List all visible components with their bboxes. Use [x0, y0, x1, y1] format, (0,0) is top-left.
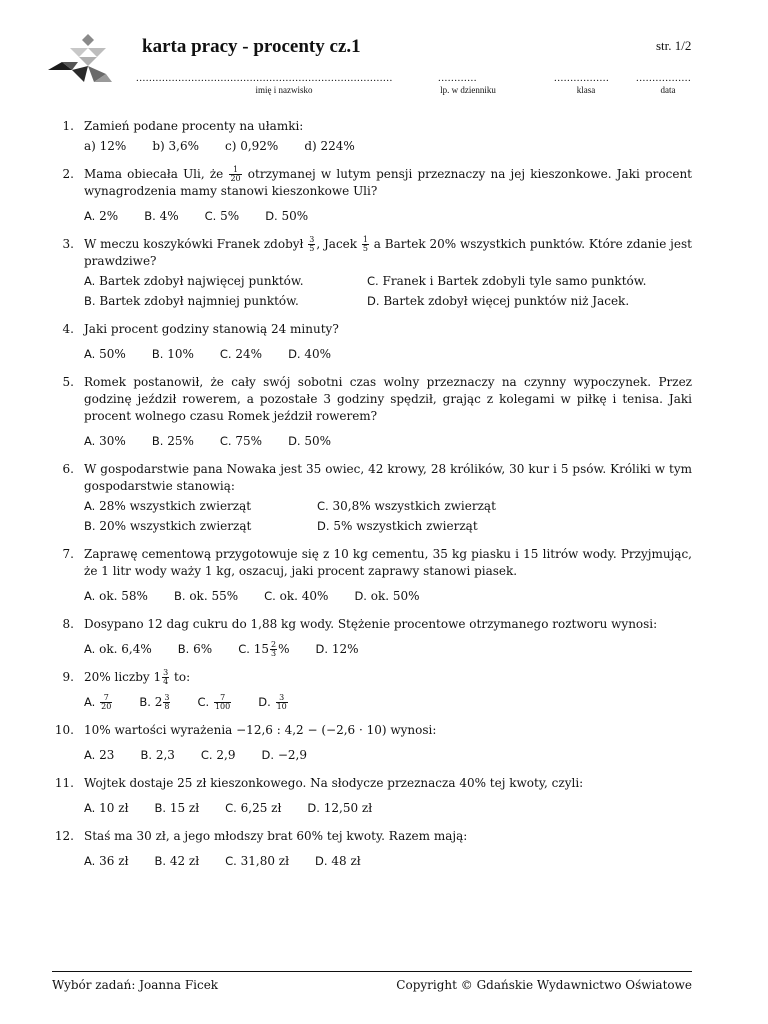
register-number-label: lp. w dzienniku	[440, 85, 496, 95]
question-text: Staś ma 30 zł, a jego młodszy brat 60% tej kwoty. Razem mają:	[84, 829, 468, 843]
question-text-part: W meczu koszykówki Franek zdobył	[84, 237, 304, 251]
option-value: 40%	[304, 347, 332, 361]
option-value: 10%	[167, 347, 194, 361]
question-text-part: to:	[174, 670, 191, 684]
option-value: 36 zł	[99, 854, 129, 868]
footer-divider	[52, 971, 692, 972]
option-letter: D.	[354, 589, 367, 603]
option-letter: B.	[144, 209, 156, 223]
question-number: 4.	[62, 322, 74, 336]
option-letter: D.	[315, 642, 329, 656]
option-letter: C.	[317, 499, 329, 513]
option-value: 25%	[167, 434, 194, 448]
question-text: W gospodarstwie pana Nowaka jest 35 owiec, 42 krowy, 28 królików, 30 kur i 5 psów. Króliki w tym gospodarstwie stanowią:	[84, 462, 692, 493]
denominator: 20	[101, 702, 112, 711]
fraction	[162, 669, 169, 686]
option-value: 6%	[193, 642, 213, 656]
date-field-label: data	[660, 85, 676, 95]
option-value: 2	[154, 695, 163, 709]
footer-author: Wybór zadań: Joanna Ficek	[52, 978, 219, 992]
question-8	[52, 616, 692, 658]
question-text	[84, 236, 692, 270]
answer-option: a) 12%	[84, 139, 127, 153]
name-field-line: ...............................................................................	[136, 72, 393, 84]
question-text-part: 20% liczby 1	[84, 670, 162, 684]
answer-option: d) 224%	[304, 139, 355, 153]
numerator: 7	[100, 694, 112, 703]
question-text-part: , Jacek	[316, 237, 358, 251]
option-value: 2,3	[155, 748, 175, 762]
answer-option: c) 0,92%	[225, 139, 279, 153]
question-12	[52, 828, 692, 870]
question-number: 10.	[54, 723, 74, 737]
option-value: 15	[253, 642, 269, 656]
option-letter: A.	[84, 274, 96, 288]
question-text: Zaprawę cementową przygotowuje się z 10 kg cementu, 35 kg piasku i 15 litrów wody. Przyjmując, że 1 litr wody waży 1 kg, oszacuj, jaki procent zaprawy stanowi piasek.	[84, 547, 692, 578]
option-value: 42 zł	[169, 854, 200, 868]
option-value: 50%	[304, 434, 332, 448]
class-field-line: .................	[554, 72, 610, 84]
option-value: 48 zł	[331, 854, 361, 868]
option-letter: D.	[317, 519, 330, 533]
option-letter: D.	[288, 434, 301, 448]
option-letter: C.	[264, 589, 276, 603]
option-letter: A.	[84, 347, 96, 361]
option-value: 2,9	[216, 748, 236, 762]
denominator: 100	[214, 702, 231, 711]
option-letter: D.	[261, 748, 275, 762]
option-letter: B.	[151, 434, 164, 448]
denominator: 3	[271, 649, 277, 658]
option-letter: A.	[84, 854, 96, 868]
numerator: 3	[309, 235, 315, 244]
date-field-line: .................	[636, 72, 692, 84]
option-letter: C.	[204, 209, 217, 223]
question-7	[52, 546, 692, 605]
option-letter: B.	[154, 854, 166, 868]
option-value: 12,50 zł	[323, 801, 373, 815]
option-value: Bartek zdobył najmniej punktów.	[99, 294, 299, 308]
option-value: Bartek zdobył najwięcej punktów.	[99, 274, 304, 288]
option-letter: A.	[84, 642, 96, 656]
option-letter: A.	[84, 695, 96, 709]
question-number: 3.	[62, 237, 74, 251]
question-number: 5.	[62, 375, 74, 389]
register-number-field[interactable]	[438, 72, 498, 95]
numerator: 7	[214, 694, 231, 703]
option-letter: B.	[173, 589, 186, 603]
numerator: 1	[362, 235, 368, 244]
question-9	[52, 669, 692, 711]
fraction	[163, 694, 170, 711]
option-letter: D.	[315, 854, 328, 868]
answer-option: b) 3,6%	[152, 139, 199, 153]
fraction	[362, 236, 369, 253]
option-value: Franek i Bartek zdobyli tyle samo punktów.	[382, 274, 647, 288]
denominator: 4	[163, 677, 169, 686]
option-value: Bartek zdobył więcej punktów niż Jacek.	[383, 294, 630, 308]
question-1	[52, 118, 692, 155]
question-list	[52, 118, 692, 881]
numerator: 2	[271, 640, 277, 649]
option-letter: D.	[367, 294, 380, 308]
option-value: 5% wszystkich zwierząt	[333, 519, 478, 533]
date-field[interactable]	[636, 72, 700, 95]
option-letter: C.	[219, 434, 232, 448]
option-letter: B.	[84, 519, 96, 533]
option-letter: C.	[197, 695, 210, 709]
option-value: ok. 6,4%	[99, 642, 152, 656]
fraction	[276, 694, 288, 711]
option-value: 10 zł	[99, 801, 129, 815]
option-letter: B.	[154, 801, 166, 815]
question-11	[52, 775, 692, 817]
option-value: 50%	[99, 347, 126, 361]
question-number: 12.	[54, 829, 74, 843]
denominator: 5	[309, 244, 315, 253]
denominator: 5	[362, 244, 368, 253]
option-letter: D.	[258, 695, 271, 709]
option-letter: B.	[140, 748, 152, 762]
option-letter: D.	[307, 801, 320, 815]
question-text	[84, 166, 692, 200]
page-number: str. 1/2	[656, 38, 692, 53]
question-number: 9.	[62, 670, 74, 684]
option-value: 30%	[99, 434, 126, 448]
option-value: ok. 58%	[99, 589, 148, 603]
question-text: Jaki procent godziny stanowią 24 minuty?	[84, 322, 339, 336]
question-text: Dosypano 12 dag cukru do 1,88 kg wody. Stężenie procentowe otrzymanego roztworu wynosi:	[84, 617, 658, 631]
option-value: 23	[99, 748, 115, 762]
question-4	[52, 321, 692, 363]
option-letter: C.	[225, 801, 237, 815]
numerator: 1	[229, 166, 241, 175]
question-text-part: a Bartek 20% wszystkich punktów. Które zdanie jest prawdziwe?	[84, 237, 692, 268]
option-letter: A.	[84, 801, 96, 815]
option-value: 30,8% wszystkich zwierząt	[332, 499, 496, 513]
question-number: 11.	[54, 776, 74, 790]
denominator: 20	[230, 174, 241, 183]
question-6	[52, 461, 692, 535]
option-letter: C.	[367, 274, 379, 288]
register-number-line: ............	[438, 72, 477, 84]
option-letter: A.	[84, 434, 96, 448]
question-text: Zamień podane procenty na ułamki:	[84, 119, 304, 133]
option-letter: A.	[84, 748, 96, 762]
fraction	[214, 694, 231, 711]
question-text	[84, 669, 692, 686]
question-5	[52, 374, 692, 450]
option-value: ok. 55%	[189, 589, 239, 603]
class-field[interactable]	[554, 72, 618, 95]
question-number: 8.	[62, 617, 74, 631]
numerator: 3	[163, 668, 169, 677]
option-value: ok. 40%	[279, 589, 329, 603]
question-10	[52, 722, 692, 764]
numerator: 3	[164, 693, 170, 702]
option-value: −2,9	[277, 748, 307, 762]
denominator: 10	[276, 702, 287, 711]
option-value: %	[278, 642, 290, 656]
option-value: 31,80 zł	[240, 854, 290, 868]
option-value: 24%	[235, 347, 263, 361]
question-number: 2.	[62, 167, 74, 181]
option-value: 15 zł	[169, 801, 200, 815]
option-value: 4%	[159, 209, 179, 223]
footer-copyright: Copyright © Gdańskie Wydawnictwo Oświatowe	[396, 978, 692, 992]
denominator: 8	[164, 702, 170, 711]
option-value: ok. 50%	[370, 589, 420, 603]
question-2	[52, 166, 692, 225]
worksheet-title: karta pracy - procenty cz.1	[142, 36, 361, 57]
fraction	[100, 694, 112, 711]
question-text: Romek postanowił, że cały swój sobotni czas wolny przeznaczy na czynny wypoczynek. Przez godzinę jeździł rowerem, a pozostałe 3 godziny spędził, grając z kolegami w piłkę i tenisa. Jaki procent wolnego czasu Romek jeździł rowerem?	[84, 375, 692, 423]
question-number: 6.	[62, 462, 74, 476]
option-letter: B.	[84, 294, 96, 308]
fraction	[229, 166, 241, 183]
question-text-part: otrzymanej w lutym pensji przeznaczy na jej kieszonkowe. Jaki procent wynagrodzenia mamy stanowi kieszonkowe Uli?	[84, 167, 692, 198]
option-value: 5%	[220, 209, 240, 223]
option-letter: C.	[225, 854, 237, 868]
publisher-logo	[48, 34, 112, 86]
option-letter: B.	[177, 642, 190, 656]
option-letter: A.	[84, 589, 96, 603]
option-value: 75%	[235, 434, 263, 448]
name-field[interactable]	[136, 72, 432, 95]
option-letter: A.	[84, 209, 96, 223]
option-letter: C.	[200, 748, 213, 762]
option-letter: C.	[219, 347, 232, 361]
option-value: 2%	[99, 209, 119, 223]
option-letter: A.	[84, 499, 96, 513]
question-text-part: Mama obiecała Uli, że	[84, 167, 224, 181]
question-text: 10% wartości wyrażenia −12,6 : 4,2 − (−2,6 · 10) wynosi:	[84, 723, 437, 737]
question-3	[52, 236, 692, 310]
option-value: 28% wszystkich zwierząt	[99, 499, 252, 513]
option-letter: D.	[265, 209, 278, 223]
question-number: 7.	[62, 547, 74, 561]
option-letter: B.	[139, 695, 151, 709]
fraction	[270, 641, 277, 658]
class-field-label: klasa	[576, 85, 596, 95]
fraction	[308, 236, 315, 253]
option-letter: C.	[238, 642, 250, 656]
option-value: 12%	[331, 642, 359, 656]
name-field-label: imię i nazwisko	[255, 85, 313, 95]
numerator: 3	[276, 694, 288, 703]
option-value: 20% wszystkich zwierząt	[99, 519, 252, 533]
question-text: Wojtek dostaje 25 zł kieszonkowego. Na słodycze przeznacza 40% tej kwoty, czyli:	[84, 776, 584, 790]
option-letter: D.	[288, 347, 301, 361]
question-number: 1.	[62, 119, 74, 133]
option-letter: B.	[151, 347, 164, 361]
option-value: 6,25 zł	[240, 801, 282, 815]
option-value: 50%	[281, 209, 309, 223]
